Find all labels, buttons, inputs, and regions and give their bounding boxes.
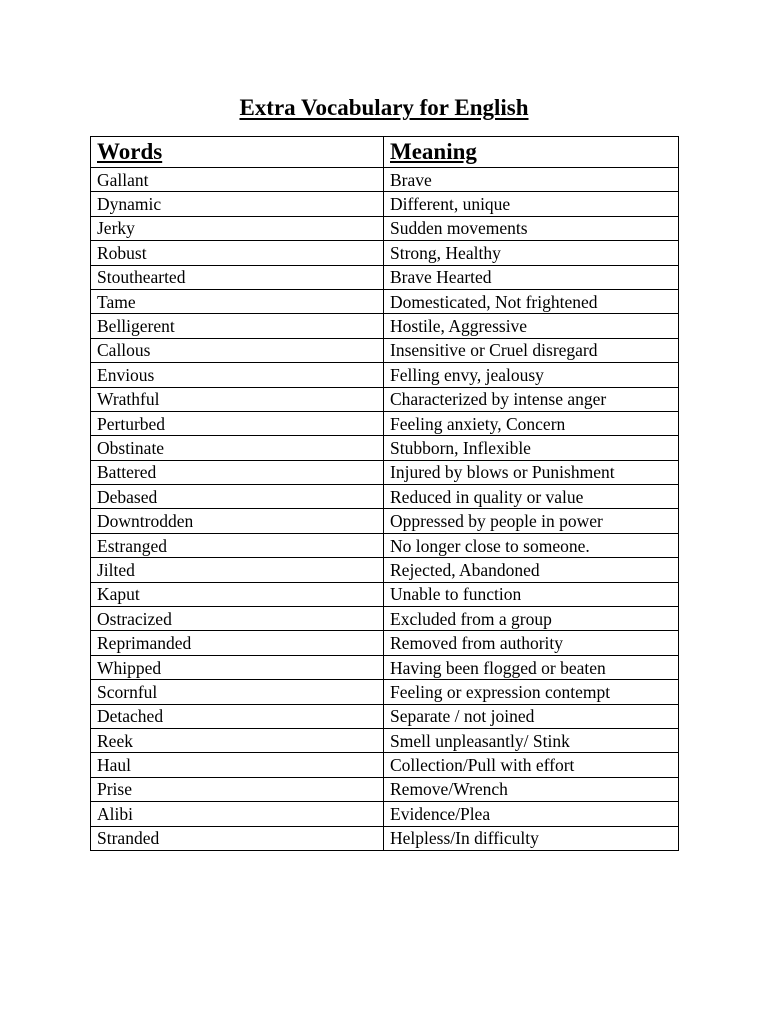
word-cell: Detached bbox=[91, 704, 384, 728]
word-cell: Obstinate bbox=[91, 436, 384, 460]
meaning-cell: Rejected, Abandoned bbox=[384, 558, 679, 582]
meaning-cell: Felling envy, jealousy bbox=[384, 363, 679, 387]
table-row bbox=[91, 582, 679, 606]
table-row bbox=[91, 631, 679, 655]
table-row bbox=[91, 777, 679, 801]
table-row bbox=[91, 826, 679, 850]
word-cell: Ostracized bbox=[91, 607, 384, 631]
meaning-cell: Hostile, Aggressive bbox=[384, 314, 679, 338]
table-row bbox=[91, 363, 679, 387]
column-header-meaning: Meaning bbox=[384, 137, 679, 168]
word-cell: Robust bbox=[91, 241, 384, 265]
word-cell: Kaput bbox=[91, 582, 384, 606]
table-row bbox=[91, 216, 679, 240]
table-row bbox=[91, 509, 679, 533]
table-row bbox=[91, 241, 679, 265]
table-row bbox=[91, 265, 679, 289]
table-row bbox=[91, 289, 679, 313]
meaning-cell: Remove/Wrench bbox=[384, 777, 679, 801]
word-cell: Stouthearted bbox=[91, 265, 384, 289]
meaning-cell: Separate / not joined bbox=[384, 704, 679, 728]
word-cell: Wrathful bbox=[91, 387, 384, 411]
meaning-cell: Insensitive or Cruel disregard bbox=[384, 338, 679, 362]
meaning-cell: Stubborn, Inflexible bbox=[384, 436, 679, 460]
table-row bbox=[91, 460, 679, 484]
table-row bbox=[91, 338, 679, 362]
table-row bbox=[91, 314, 679, 338]
table-row bbox=[91, 802, 679, 826]
word-cell: Scornful bbox=[91, 680, 384, 704]
table-row bbox=[91, 436, 679, 460]
word-cell: Dynamic bbox=[91, 192, 384, 216]
word-cell: Perturbed bbox=[91, 411, 384, 435]
table-row bbox=[91, 704, 679, 728]
word-cell: Debased bbox=[91, 485, 384, 509]
meaning-cell: Feeling or expression contempt bbox=[384, 680, 679, 704]
word-cell: Jilted bbox=[91, 558, 384, 582]
table-body bbox=[91, 168, 679, 851]
meaning-cell: Excluded from a group bbox=[384, 607, 679, 631]
meaning-cell: Brave Hearted bbox=[384, 265, 679, 289]
meaning-cell: Oppressed by people in power bbox=[384, 509, 679, 533]
table-row bbox=[91, 558, 679, 582]
meaning-cell: Domesticated, Not frightened bbox=[384, 289, 679, 313]
meaning-cell: Reduced in quality or value bbox=[384, 485, 679, 509]
table-row bbox=[91, 168, 679, 192]
meaning-cell: Feeling anxiety, Concern bbox=[384, 411, 679, 435]
word-cell: Prise bbox=[91, 777, 384, 801]
meaning-cell: Evidence/Plea bbox=[384, 802, 679, 826]
meaning-cell: Smell unpleasantly/ Stink bbox=[384, 728, 679, 752]
meaning-cell: Having been flogged or beaten bbox=[384, 655, 679, 679]
word-cell: Haul bbox=[91, 753, 384, 777]
meaning-cell: Injured by blows or Punishment bbox=[384, 460, 679, 484]
vocabulary-table bbox=[90, 136, 679, 851]
table-row bbox=[91, 753, 679, 777]
word-cell: Estranged bbox=[91, 533, 384, 557]
meaning-cell: Unable to function bbox=[384, 582, 679, 606]
column-header-words: Words bbox=[91, 137, 384, 168]
table-row bbox=[91, 485, 679, 509]
word-cell: Tame bbox=[91, 289, 384, 313]
word-cell: Gallant bbox=[91, 168, 384, 192]
word-cell: Callous bbox=[91, 338, 384, 362]
table-row bbox=[91, 680, 679, 704]
meaning-cell: Sudden movements bbox=[384, 216, 679, 240]
table-row bbox=[91, 607, 679, 631]
meaning-cell: Helpless/In difficulty bbox=[384, 826, 679, 850]
word-cell: Battered bbox=[91, 460, 384, 484]
meaning-cell: Characterized by intense anger bbox=[384, 387, 679, 411]
table-row bbox=[91, 728, 679, 752]
word-cell: Alibi bbox=[91, 802, 384, 826]
word-cell: Jerky bbox=[91, 216, 384, 240]
meaning-cell: Brave bbox=[384, 168, 679, 192]
table-header-row bbox=[91, 137, 679, 168]
meaning-cell: Removed from authority bbox=[384, 631, 679, 655]
word-cell: Reprimanded bbox=[91, 631, 384, 655]
word-cell: Belligerent bbox=[91, 314, 384, 338]
word-cell: Envious bbox=[91, 363, 384, 387]
word-cell: Whipped bbox=[91, 655, 384, 679]
meaning-cell: Collection/Pull with effort bbox=[384, 753, 679, 777]
table-row bbox=[91, 387, 679, 411]
meaning-cell: Different, unique bbox=[384, 192, 679, 216]
table-row bbox=[91, 411, 679, 435]
table-row bbox=[91, 533, 679, 557]
meaning-cell: No longer close to someone. bbox=[384, 533, 679, 557]
word-cell: Downtrodden bbox=[91, 509, 384, 533]
table-row bbox=[91, 192, 679, 216]
word-cell: Stranded bbox=[91, 826, 384, 850]
document-title: Extra Vocabulary for English bbox=[239, 95, 529, 120]
word-cell: Reek bbox=[91, 728, 384, 752]
table-row bbox=[91, 655, 679, 679]
meaning-cell: Strong, Healthy bbox=[384, 241, 679, 265]
